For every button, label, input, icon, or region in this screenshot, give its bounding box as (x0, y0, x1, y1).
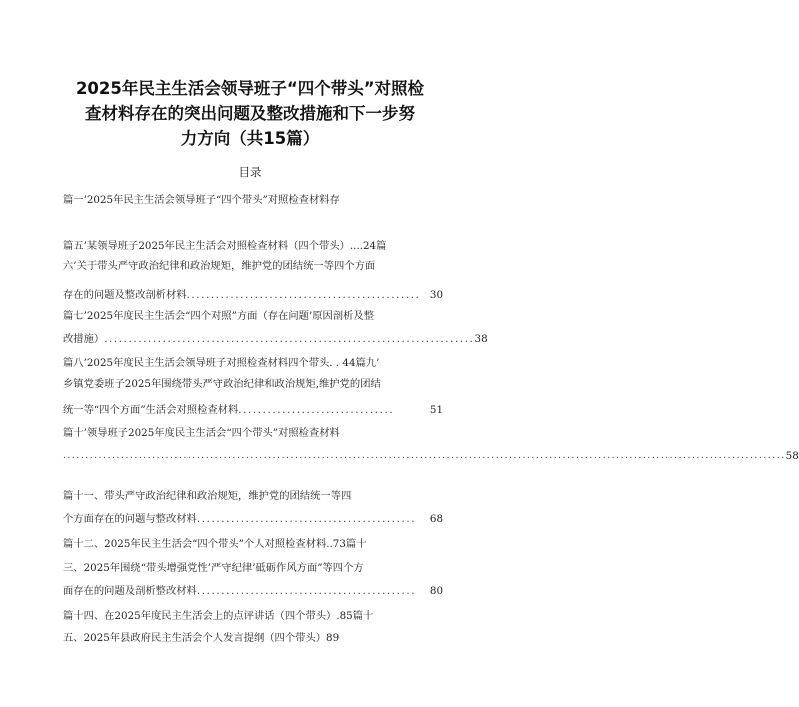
toc-line-12: 篇十一、带头严守政治纪律和政治规矩，维护党的团结统一等四 (63, 490, 352, 502)
toc-entry-text: 统一等“四个方面”生活会对照检查材料 (63, 404, 239, 416)
toc-leader-dots: ................................................ (186, 289, 421, 301)
title-line-1: 2025年民主生活会领导班子“四个带头”对照检 (75, 79, 425, 98)
toc-line-10: 篇十’领导班子2025年度民主生活会“四个带头”对照检查材料 (63, 427, 340, 439)
toc-line-8: 乡镇党委班子2025年围绕带头严守政治纪律和政治规矩,维护党的团结 (63, 378, 381, 390)
toc-line-15: 三、2025年围绕“带头增强党性’严守纪律’砥砺作风方面”等四个方 (63, 562, 364, 574)
toc-entry-9[interactable] (63, 402, 443, 418)
toc-entry-11[interactable] (63, 511, 443, 527)
toc-entry-10[interactable] (63, 448, 799, 464)
toc-entry-13[interactable] (63, 583, 443, 599)
toc-leader-dots: ............................................. (196, 513, 417, 525)
toc-page-number: 80 (429, 585, 443, 597)
toc-page-number: 51 (429, 404, 443, 416)
toc-leader-dots: .................................................................................................................................................................. (63, 451, 786, 461)
toc-line-17: 篇十四、在2025年度民主生活会上的点评讲话（四个带头）.85篇十 (63, 610, 374, 622)
toc-entry-7[interactable] (63, 331, 488, 347)
toc-entry-text: 改措施） (63, 333, 105, 345)
toc-entry-6[interactable] (63, 287, 443, 303)
toc-line-5: 篇七’2025年度民主生活会“四个对照”方面（存在问题’原因剖析及整 (63, 310, 374, 322)
toc-entry-text: 存在的问题及整改剖析材料 (63, 289, 187, 301)
title-line-2: 查材料存在的突出问题及整改措施和下一步努 (85, 104, 415, 123)
title-line-3: 力方向（共15篇） (180, 129, 320, 148)
toc-line-2: 篇五’某领导班子2025年民主生活会对照检查材料（四个带头）....24篇 (63, 240, 387, 252)
toc-leader-dots: ............................................. (196, 585, 417, 597)
toc-page-number: 38 (474, 333, 488, 345)
document-title (20, 76, 480, 151)
toc-page-number: 68 (429, 513, 443, 525)
toc-line-14: 篇十二、2025年民主生活会“四个带头”个人对照检查材料..73篇十 (63, 538, 367, 550)
toc-line-1: 篇一’2025年民主生活会领导班子“四个带头”对照检查材料存 (63, 194, 340, 206)
toc-leader-dots: ............................................................................ (104, 333, 475, 345)
toc-heading: 目录 (238, 165, 262, 179)
toc-page-number: 30 (429, 289, 443, 301)
toc-entry-text: 个方面存在的问题与整改材料 (63, 513, 197, 525)
toc-entry-text: 面存在的问题及剖析整改材料 (63, 585, 197, 597)
toc-page-number: 58 (785, 450, 799, 462)
toc-line-18: 五、2025年县政府民主生活会个人发言提纲（四个带头）89 (63, 632, 340, 644)
toc-line-7: 篇八’2025年度民主生活会领导班子对照检查材料四个带头. . 44篇九’ (63, 357, 380, 369)
toc-leader-dots: ................................ (238, 404, 395, 416)
toc-line-3: 六’关于带头严守政治纪律和政治规矩，维护党的团结统一等四个方面 (63, 260, 376, 272)
